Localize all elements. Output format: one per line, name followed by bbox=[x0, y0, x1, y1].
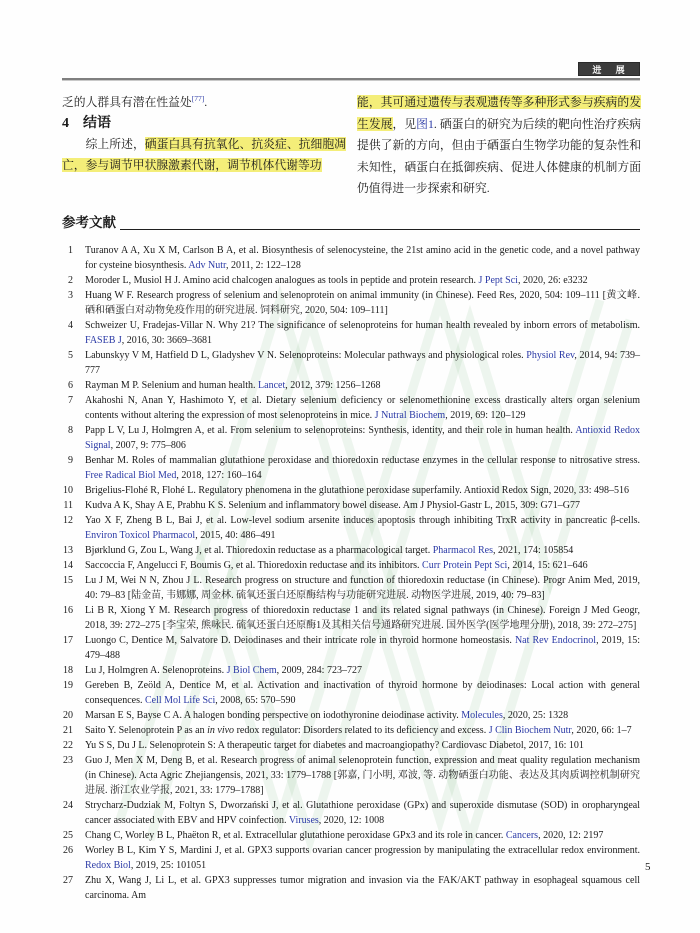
journal-link[interactable]: Environ Toxicol Pharmacol bbox=[85, 530, 196, 541]
reference-number: 12 bbox=[63, 515, 73, 526]
reference-item bbox=[62, 603, 640, 633]
journal-link[interactable]: Molecules bbox=[461, 710, 503, 721]
reference-text bbox=[85, 755, 640, 796]
text-segment: , 2011, 2: 122–128 bbox=[225, 260, 301, 271]
reference-number: 5 bbox=[68, 350, 73, 361]
text-segment: redox regulator: Disorders related to its deficiency and excess. bbox=[234, 725, 489, 736]
reference-item bbox=[62, 393, 640, 423]
text-segment: , 2014, 15: 621–646 bbox=[507, 560, 588, 571]
text-segment: , 2016, 30: 3669–3681 bbox=[121, 335, 213, 346]
text-segment: , 2020, 26: e3232 bbox=[517, 275, 588, 286]
reference-item bbox=[62, 723, 640, 738]
reference-number: 26 bbox=[63, 845, 73, 856]
reference-text bbox=[85, 275, 588, 286]
section-number: 4 bbox=[62, 115, 69, 131]
reference-item bbox=[62, 798, 640, 828]
text-segment: , 2021, 174: 105854 bbox=[492, 545, 574, 556]
reference-item bbox=[62, 423, 640, 453]
reference-item bbox=[62, 498, 640, 513]
text-segment: Marsan E S, Bayse C A. A halogen bonding perspective on iodothyronine deiodinase activity. bbox=[85, 710, 462, 721]
reference-number: 24 bbox=[63, 800, 73, 811]
reference-item bbox=[62, 843, 640, 873]
references-heading bbox=[62, 213, 640, 233]
journal-link[interactable]: Viruses bbox=[288, 815, 319, 826]
reference-number: 6 bbox=[68, 380, 73, 391]
reference-text bbox=[85, 245, 640, 271]
references-heading-label: 参考文献 bbox=[62, 215, 116, 230]
section-heading bbox=[62, 114, 346, 134]
reference-number: 17 bbox=[63, 635, 73, 646]
reference-number: 1 bbox=[68, 245, 73, 256]
reference-item bbox=[62, 738, 640, 753]
journal-link[interactable]: Cancers bbox=[505, 830, 539, 841]
reference-text bbox=[85, 680, 640, 706]
reference-number: 13 bbox=[63, 545, 73, 556]
journal-link[interactable]: Curr Protein Pept Sci bbox=[422, 560, 508, 571]
reference-number: 10 bbox=[63, 485, 73, 496]
reference-number: 11 bbox=[63, 500, 73, 511]
reference-number: 8 bbox=[68, 425, 73, 436]
reference-item bbox=[62, 678, 640, 708]
header-rule bbox=[62, 78, 640, 81]
text-segment: . 硒蛋白的研究为后续的靶向性治疗疾病提供了新的方向，但由于硒蛋白生物学功能的复杂性和未知性，硒蛋白在抵御疾病、促进人体健康的机制方面仍值得进一步探索和研究. bbox=[357, 116, 641, 195]
text-segment: Zhu X, Wang J, Li L, et al. GPX3 suppresses tumor migration and invasion via the FAK/AKT pathway in esophageal squamous cell carcinoma. Am bbox=[85, 875, 640, 901]
reference-number: 2 bbox=[68, 275, 73, 286]
text-segment: , 2020, 12: 2197 bbox=[538, 830, 604, 841]
reference-text bbox=[85, 395, 640, 421]
reference-item bbox=[62, 318, 640, 348]
text-segment: ，见 bbox=[392, 116, 417, 131]
text-segment: Moroder L, Musiol H J. Amino acid chalcogen analogues as tools in peptide and protein research. bbox=[85, 275, 479, 286]
reference-number: 16 bbox=[63, 605, 73, 616]
figure-1-link[interactable]: 图1 bbox=[416, 116, 434, 131]
reference-text bbox=[85, 575, 640, 601]
text-segment: Li B R, Xiong Y M. Research progress of thioredoxin reductase 1 and its related signal pathways (in Chinese). Foreign J Med Geogr, 2018, 39: 272–275 [李宝荣, 熊咏民. 硫氧还蛋白还原酶1及其相关信号通路研究进展. 国外医学(医学地理分册), 2018, 39: 272–275] bbox=[85, 605, 640, 631]
text-segment: Luongo C, Dentice M, Salvatore D. Deiodinases and their intricate role in thyroid hormone homeostasis. bbox=[85, 635, 515, 646]
reference-number: 23 bbox=[63, 755, 73, 766]
journal-link[interactable]: J Nutral Biochem bbox=[374, 410, 446, 421]
text-segment: Turanov A A, Xu X M, Carlson B A, et al. Biosynthesis of selenocysteine, the 21st amino acid in the genetic code, and a novel pathway for cysteine biosynthesis. bbox=[85, 245, 640, 271]
reference-text bbox=[85, 380, 381, 391]
reference-text bbox=[85, 320, 640, 346]
reference-item bbox=[62, 873, 640, 903]
reference-number: 19 bbox=[63, 680, 73, 691]
text-segment: Benhar M. Roles of mammalian glutathione peroxidase and thioredoxin reductase enzymes in the cellular response to nitrosative stress. bbox=[85, 455, 640, 466]
text-segment: Strycharz-Dudziak M, Foltyn S, Dworzański J, et al. Glutathione peroxidase (GPx) and superoxide dismutase (SOD) in oropharyngeal cancer associated with EBV and HPV coinfection. bbox=[85, 800, 640, 826]
reference-item bbox=[62, 273, 640, 288]
journal-link[interactable]: Redox Biol bbox=[85, 860, 131, 871]
reference-text bbox=[85, 800, 640, 826]
journal-link[interactable]: Nat Rev Endocrinol bbox=[514, 635, 597, 646]
conclusion-section bbox=[62, 92, 641, 200]
citation-77-link[interactable]: [77] bbox=[191, 94, 205, 104]
reference-number: 27 bbox=[63, 875, 73, 886]
reference-text bbox=[85, 425, 640, 451]
reference-item bbox=[62, 543, 640, 558]
reference-number: 3 bbox=[68, 290, 73, 301]
column-header-badge: 进 展 bbox=[578, 62, 640, 76]
reference-text bbox=[85, 500, 580, 511]
text-segment: Huang W F. Research progress of selenium and selenoprotein on animal immunity (in Chinese). Feed Res, 2020, 504: 109–111 [黄文峰. 硒和硒蛋白对动物免疫作用的研究进展. 饲料研究, 2020, 504: 109–111] bbox=[85, 290, 640, 316]
text-segment: Lu J M, Wei N N, Zhou J L. Research progress on structure and function of thioredoxin reductase (in Chinese). Progr Anim Med, 2019, 40: 79–83 [陆金苗, 韦娜娜, 周金林. 硫氧还蛋白还原酶结构与功能研究进展. 动物医学进展, 2019, 40: 79–83] bbox=[85, 575, 640, 601]
text-segment: Chang C, Worley B L, Phaëton R, et al. Extracellular glutathione peroxidase GPx3 and its role in cancer. bbox=[85, 830, 506, 841]
references-list bbox=[62, 243, 640, 903]
text-segment: Worley B L, Kim Y S, Mardini J, et al. GPX3 supports ovarian cancer progression by manipulating the extracellular redox environment. bbox=[85, 845, 640, 856]
text-segment: Papp L V, Lu J, Holmgren A, et al. From selenium to selenoproteins: Synthesis, identity, and their role in human health. bbox=[85, 425, 576, 436]
reference-text bbox=[85, 875, 640, 901]
reference-item bbox=[62, 708, 640, 723]
reference-item bbox=[62, 288, 640, 318]
reference-item bbox=[62, 753, 640, 798]
reference-number: 14 bbox=[63, 560, 73, 571]
text-segment: Yu S S, Du J L. Selenoprotein S: A therapeutic target for diabetes and macroangiopathy? Cardiovasc Diabetol, 2017, 16: 101 bbox=[85, 740, 584, 751]
reference-text bbox=[85, 725, 632, 736]
reference-item bbox=[62, 513, 640, 543]
journal-link[interactable]: Adv Nutr bbox=[188, 260, 226, 271]
reference-number: 7 bbox=[68, 395, 73, 406]
reference-number: 15 bbox=[63, 575, 73, 586]
journal-link[interactable]: Free Radical Biol Med bbox=[85, 470, 177, 481]
journal-link[interactable]: J Biol Chem bbox=[226, 665, 277, 676]
text-segment: , 2007, 9: 775–806 bbox=[110, 440, 186, 451]
reference-item bbox=[62, 573, 640, 603]
reference-number: 25 bbox=[63, 830, 73, 841]
journal-link[interactable]: FASEB J bbox=[85, 335, 122, 346]
reference-item bbox=[62, 348, 640, 378]
text-segment: Saccoccia F, Angelucci F, Boumis G, et al. Thioredoxin reductase and its inhibitors. bbox=[85, 560, 423, 571]
journal-link[interactable]: Lancet bbox=[258, 380, 286, 391]
text-segment: Yao X F, Zheng B L, Bai J, et al. Low-level sodium arsenite induces apoptosis through inhibiting TrxR activity in pancreatic β-cells. bbox=[85, 515, 640, 526]
reference-text bbox=[85, 455, 640, 481]
reference-number: 20 bbox=[63, 710, 73, 721]
reference-text bbox=[85, 485, 629, 496]
text-segment: Lu J, Holmgren A. Selenoproteins. bbox=[85, 665, 227, 676]
text-segment: . bbox=[204, 95, 208, 109]
reference-text bbox=[85, 350, 640, 376]
reference-number: 4 bbox=[68, 320, 73, 331]
reference-number: 21 bbox=[63, 725, 73, 736]
page-number: 5 bbox=[645, 861, 651, 873]
text-segment: Saito Y. Selenoprotein P as an bbox=[85, 725, 208, 736]
reference-item bbox=[62, 378, 640, 393]
text-segment: , 2020, 12: 1008 bbox=[318, 815, 385, 826]
text-segment: , 2014, 94: 739–777 bbox=[85, 350, 641, 376]
reference-text bbox=[85, 740, 584, 751]
reference-text bbox=[85, 290, 640, 316]
text-segment: , 2015, 40: 486–491 bbox=[195, 530, 276, 541]
reference-number: 22 bbox=[63, 740, 73, 751]
text-segment: , 2019, 15: 479–488 bbox=[85, 635, 641, 661]
text-segment: Schweizer U, Fradejas-Villar N. Why 21? The significance of selenoproteins for human health revealed by inborn errors of metabolism. bbox=[85, 320, 640, 331]
text-segment: , 2009, 284: 723–727 bbox=[276, 665, 362, 676]
reference-item bbox=[62, 663, 640, 678]
text-segment: , 2020, 25: 1328 bbox=[502, 710, 569, 721]
references-heading-rule bbox=[120, 229, 640, 230]
text-segment: , 2018, 127: 160–164 bbox=[176, 470, 262, 481]
text-segment: , 2019, 25: 101051 bbox=[130, 860, 207, 871]
text-segment: Bjørklund G, Zou L, Wang J, et al. Thioredoxin reductase as a pharmacological target. bbox=[85, 545, 433, 556]
reference-text bbox=[85, 515, 640, 541]
conclusion-paragraph-continued bbox=[357, 92, 641, 200]
reference-text bbox=[85, 545, 573, 556]
section-title: 结语 bbox=[83, 115, 111, 131]
reference-text bbox=[85, 710, 568, 721]
reference-item bbox=[62, 558, 640, 573]
reference-item bbox=[62, 243, 640, 273]
text-segment: 硒蛋白具有抗氧化、抗炎症、抗细胞凋亡，参与调节甲状腺激素代谢，调节机体代谢等功 bbox=[62, 136, 346, 172]
journal-link[interactable]: Pharmacol Res bbox=[432, 545, 493, 556]
left-column bbox=[62, 92, 346, 200]
text-segment: 乏的人群具有潜在性益处 bbox=[62, 95, 192, 109]
reference-text bbox=[85, 605, 640, 631]
text-segment: Guo J, Men X M, Deng B, et al. Research progress of animal selenoprotein function, expression and meat quality regulation mechanism (in Chinese). Acta Agric Zhejiangensis, 2021, 33: 1779–1788 [郭嘉, 门小明, 邓波, 等. 动物硒蛋白功能、表达及其肉质调控机制研究进展. 浙江农业学报, 2021, 33: 1779–1788] bbox=[85, 755, 640, 796]
text-segment: Kudva A K, Shay A E, Prabhu K S. Selenium and inflammatory bowel disease. Am J Physiol-Gastr L, 2015, 309: G71–G77 bbox=[85, 500, 580, 511]
continuation-text bbox=[62, 92, 346, 114]
journal-link[interactable]: J Clin Biochem Nutr bbox=[488, 725, 572, 736]
text-segment: , 2020, 66: 1–7 bbox=[571, 725, 632, 736]
text-segment: Labunskyy V M, Hatfield D L, Gladyshev V N. Selenoproteins: Molecular pathways and physiological roles. bbox=[85, 350, 527, 361]
reference-item bbox=[62, 453, 640, 483]
text-segment: Rayman M P. Selenium and human health. bbox=[85, 380, 259, 391]
reference-item bbox=[62, 633, 640, 663]
text-segment: in vivo bbox=[207, 725, 235, 736]
reference-item bbox=[62, 828, 640, 843]
text-segment: Gereben B, Zeöld A, Dentice M, et al. Activation and inactivation of thyroid hormone by deiodinases: Local action with general consequences. bbox=[85, 680, 640, 706]
journal-link[interactable]: Antioxid Redox Signal bbox=[85, 425, 640, 451]
text-segment: , 2012, 379: 1256–1268 bbox=[285, 380, 381, 391]
text-segment: , 2008, 65: 570–590 bbox=[215, 695, 296, 706]
text-segment: , 2019, 69: 120–129 bbox=[445, 410, 526, 421]
text-segment: Brigelius-Flohé R, Flohé L. Regulatory phenomena in the glutathione peroxidase superfamily. Antioxid Redox Sign, 2020, 33: 498–516 bbox=[85, 485, 630, 496]
journal-link[interactable]: Cell Mol Life Sci bbox=[144, 695, 216, 706]
reference-number: 9 bbox=[68, 455, 73, 466]
reference-text bbox=[85, 845, 640, 871]
text-segment: 能，其可通过遗传与表观遗传等多种形式参与疾病的发生发展 bbox=[357, 95, 641, 131]
journal-link[interactable]: Physiol Rev bbox=[526, 350, 575, 361]
conclusion-paragraph bbox=[62, 134, 346, 177]
reference-text bbox=[85, 560, 588, 571]
reference-text bbox=[85, 665, 362, 676]
reference-item bbox=[62, 483, 640, 498]
journal-link[interactable]: J Pept Sci bbox=[478, 275, 518, 286]
text-segment: Akahoshi N, Anan Y, Hashimoto Y, et al. Dietary selenium deficiency or selenomethionine excess drastically alters organ selenium contents without altering the expression of most selenoproteins in mice. bbox=[85, 395, 640, 421]
reference-number: 18 bbox=[63, 665, 73, 676]
reference-text bbox=[85, 830, 603, 841]
text-segment: 综上所述， bbox=[85, 136, 145, 151]
right-column bbox=[357, 92, 641, 200]
reference-text bbox=[85, 635, 640, 661]
